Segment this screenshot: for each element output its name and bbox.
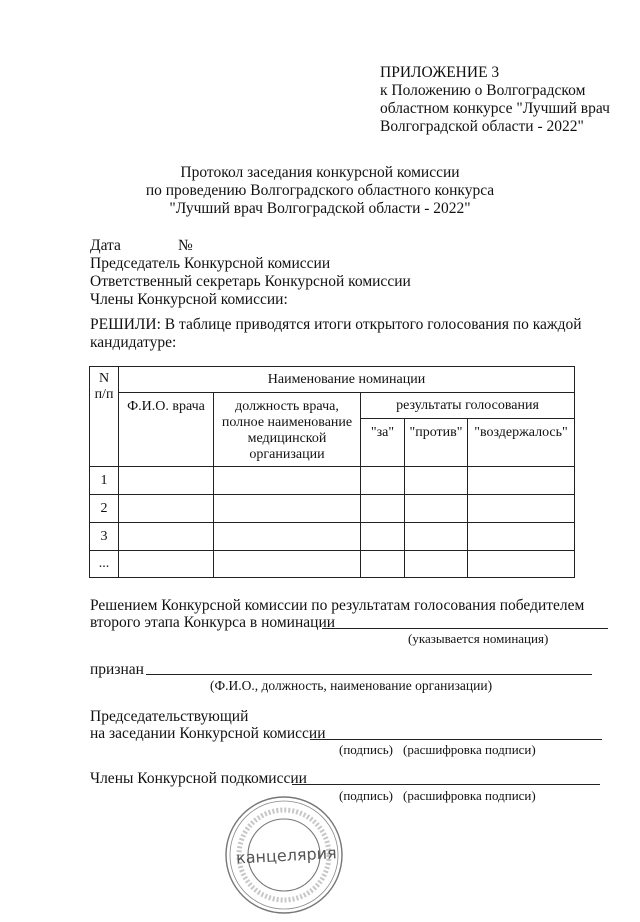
table-cell [468, 523, 575, 551]
chair-line-2: на заседании Конкурсной комиссии [90, 725, 326, 742]
decided-line: РЕШИЛИ: В таблице приводятся итоги открытого голосования по каждой [90, 316, 582, 333]
table-row [90, 551, 575, 578]
office-stamp [222, 793, 346, 917]
table-cell [468, 495, 575, 523]
col-num-line: N [98, 371, 110, 386]
date-label: Дата [90, 237, 121, 254]
person-fill-line [146, 674, 592, 675]
results-header: результаты голосования [361, 393, 575, 419]
decided-paragraph [90, 316, 582, 352]
appendix-line: ПРИЛОЖЕНИЕ 3 [380, 64, 500, 81]
col-position-line: полное наименование [221, 415, 353, 430]
table-cell [119, 551, 214, 578]
table-cell [405, 523, 468, 551]
decision-line-1: Решением Конкурсной комиссии по результатам голосования победителем [90, 597, 585, 614]
meta-block [90, 237, 411, 309]
table-cell [361, 467, 405, 495]
appendix-block [380, 64, 610, 136]
col-num-line: п/п [94, 387, 114, 402]
chair-hint-sign: (подпись) [339, 742, 393, 757]
decided-line: кандидатуре: [90, 334, 177, 351]
chair-line-1: Председательствующий [90, 708, 249, 725]
table-cell [214, 467, 361, 495]
members-label: Члены Конкурсной комиссии: [90, 291, 288, 308]
table-cell [361, 551, 405, 578]
row-number: 1 [90, 467, 119, 495]
table-row [90, 495, 575, 523]
col-position-line: должность врача, [235, 399, 339, 414]
table-cell [361, 523, 405, 551]
members-sign-line [292, 784, 600, 785]
table-cell [119, 495, 214, 523]
table-cell [214, 551, 361, 578]
voting-table [89, 366, 575, 578]
table-cell [119, 523, 214, 551]
col-abstained-header: "воздержалось" [468, 419, 575, 467]
members-hint-sign: (подпись) [339, 788, 393, 803]
chair-hint-decode: (расшифровка подписи) [403, 742, 536, 757]
table-cell [468, 551, 575, 578]
appendix-line: областном конкурсе "Лучший врач [380, 100, 610, 117]
title-line: Протокол заседания конкурсной комиссии [180, 164, 460, 181]
table-cell [119, 467, 214, 495]
recognized-label: признан [90, 661, 144, 678]
secretary-label: Ответственный секретарь Конкурсной комиссии [90, 273, 411, 290]
col-position-line: организации [249, 447, 325, 462]
document-title [0, 164, 640, 218]
title-line: "Лучший врач Волгоградской области - 2022" [169, 200, 471, 217]
nomination-fill-line [322, 628, 608, 629]
chair-sign-line [310, 739, 602, 740]
decision-line-2: второго этапа Конкурса в номинации [90, 614, 336, 631]
title-line: по проведению Волгоградского областного конкурса [145, 182, 495, 199]
table-cell [214, 523, 361, 551]
row-number: 3 [90, 523, 119, 551]
table-cell [361, 495, 405, 523]
members-sign-label: Члены Конкурсной подкомиссии [90, 770, 307, 787]
table-cell [405, 467, 468, 495]
appendix-line: Волгоградской области - 2022" [380, 118, 584, 135]
table-cell [405, 495, 468, 523]
person-hint: (Ф.И.О., должность, наименование организации) [210, 678, 493, 693]
table-row [90, 523, 575, 551]
row-number: 2 [90, 495, 119, 523]
col-position-header [214, 393, 361, 467]
nomination-header: Наименование номинации [119, 367, 575, 393]
members-hint-decode: (расшифровка подписи) [403, 788, 536, 803]
stamp-text: канцелярия [235, 843, 338, 868]
table-cell [405, 551, 468, 578]
col-position-line: медицинской [247, 431, 327, 446]
nomination-hint: (указывается номинация) [408, 631, 549, 646]
chairman-label: Председатель Конкурсной комиссии [90, 255, 331, 272]
row-number: ... [90, 551, 119, 578]
col-num-header [90, 367, 119, 467]
table-row [90, 467, 575, 495]
number-label: № [178, 237, 193, 254]
table-cell [468, 467, 575, 495]
table-cell [214, 495, 361, 523]
col-fio-header: Ф.И.О. врача [119, 393, 214, 467]
date-row [90, 237, 411, 255]
appendix-line: к Положению о Волгоградском [380, 82, 586, 99]
col-for-header: "за" [361, 419, 405, 467]
col-against-header: "против" [405, 419, 468, 467]
